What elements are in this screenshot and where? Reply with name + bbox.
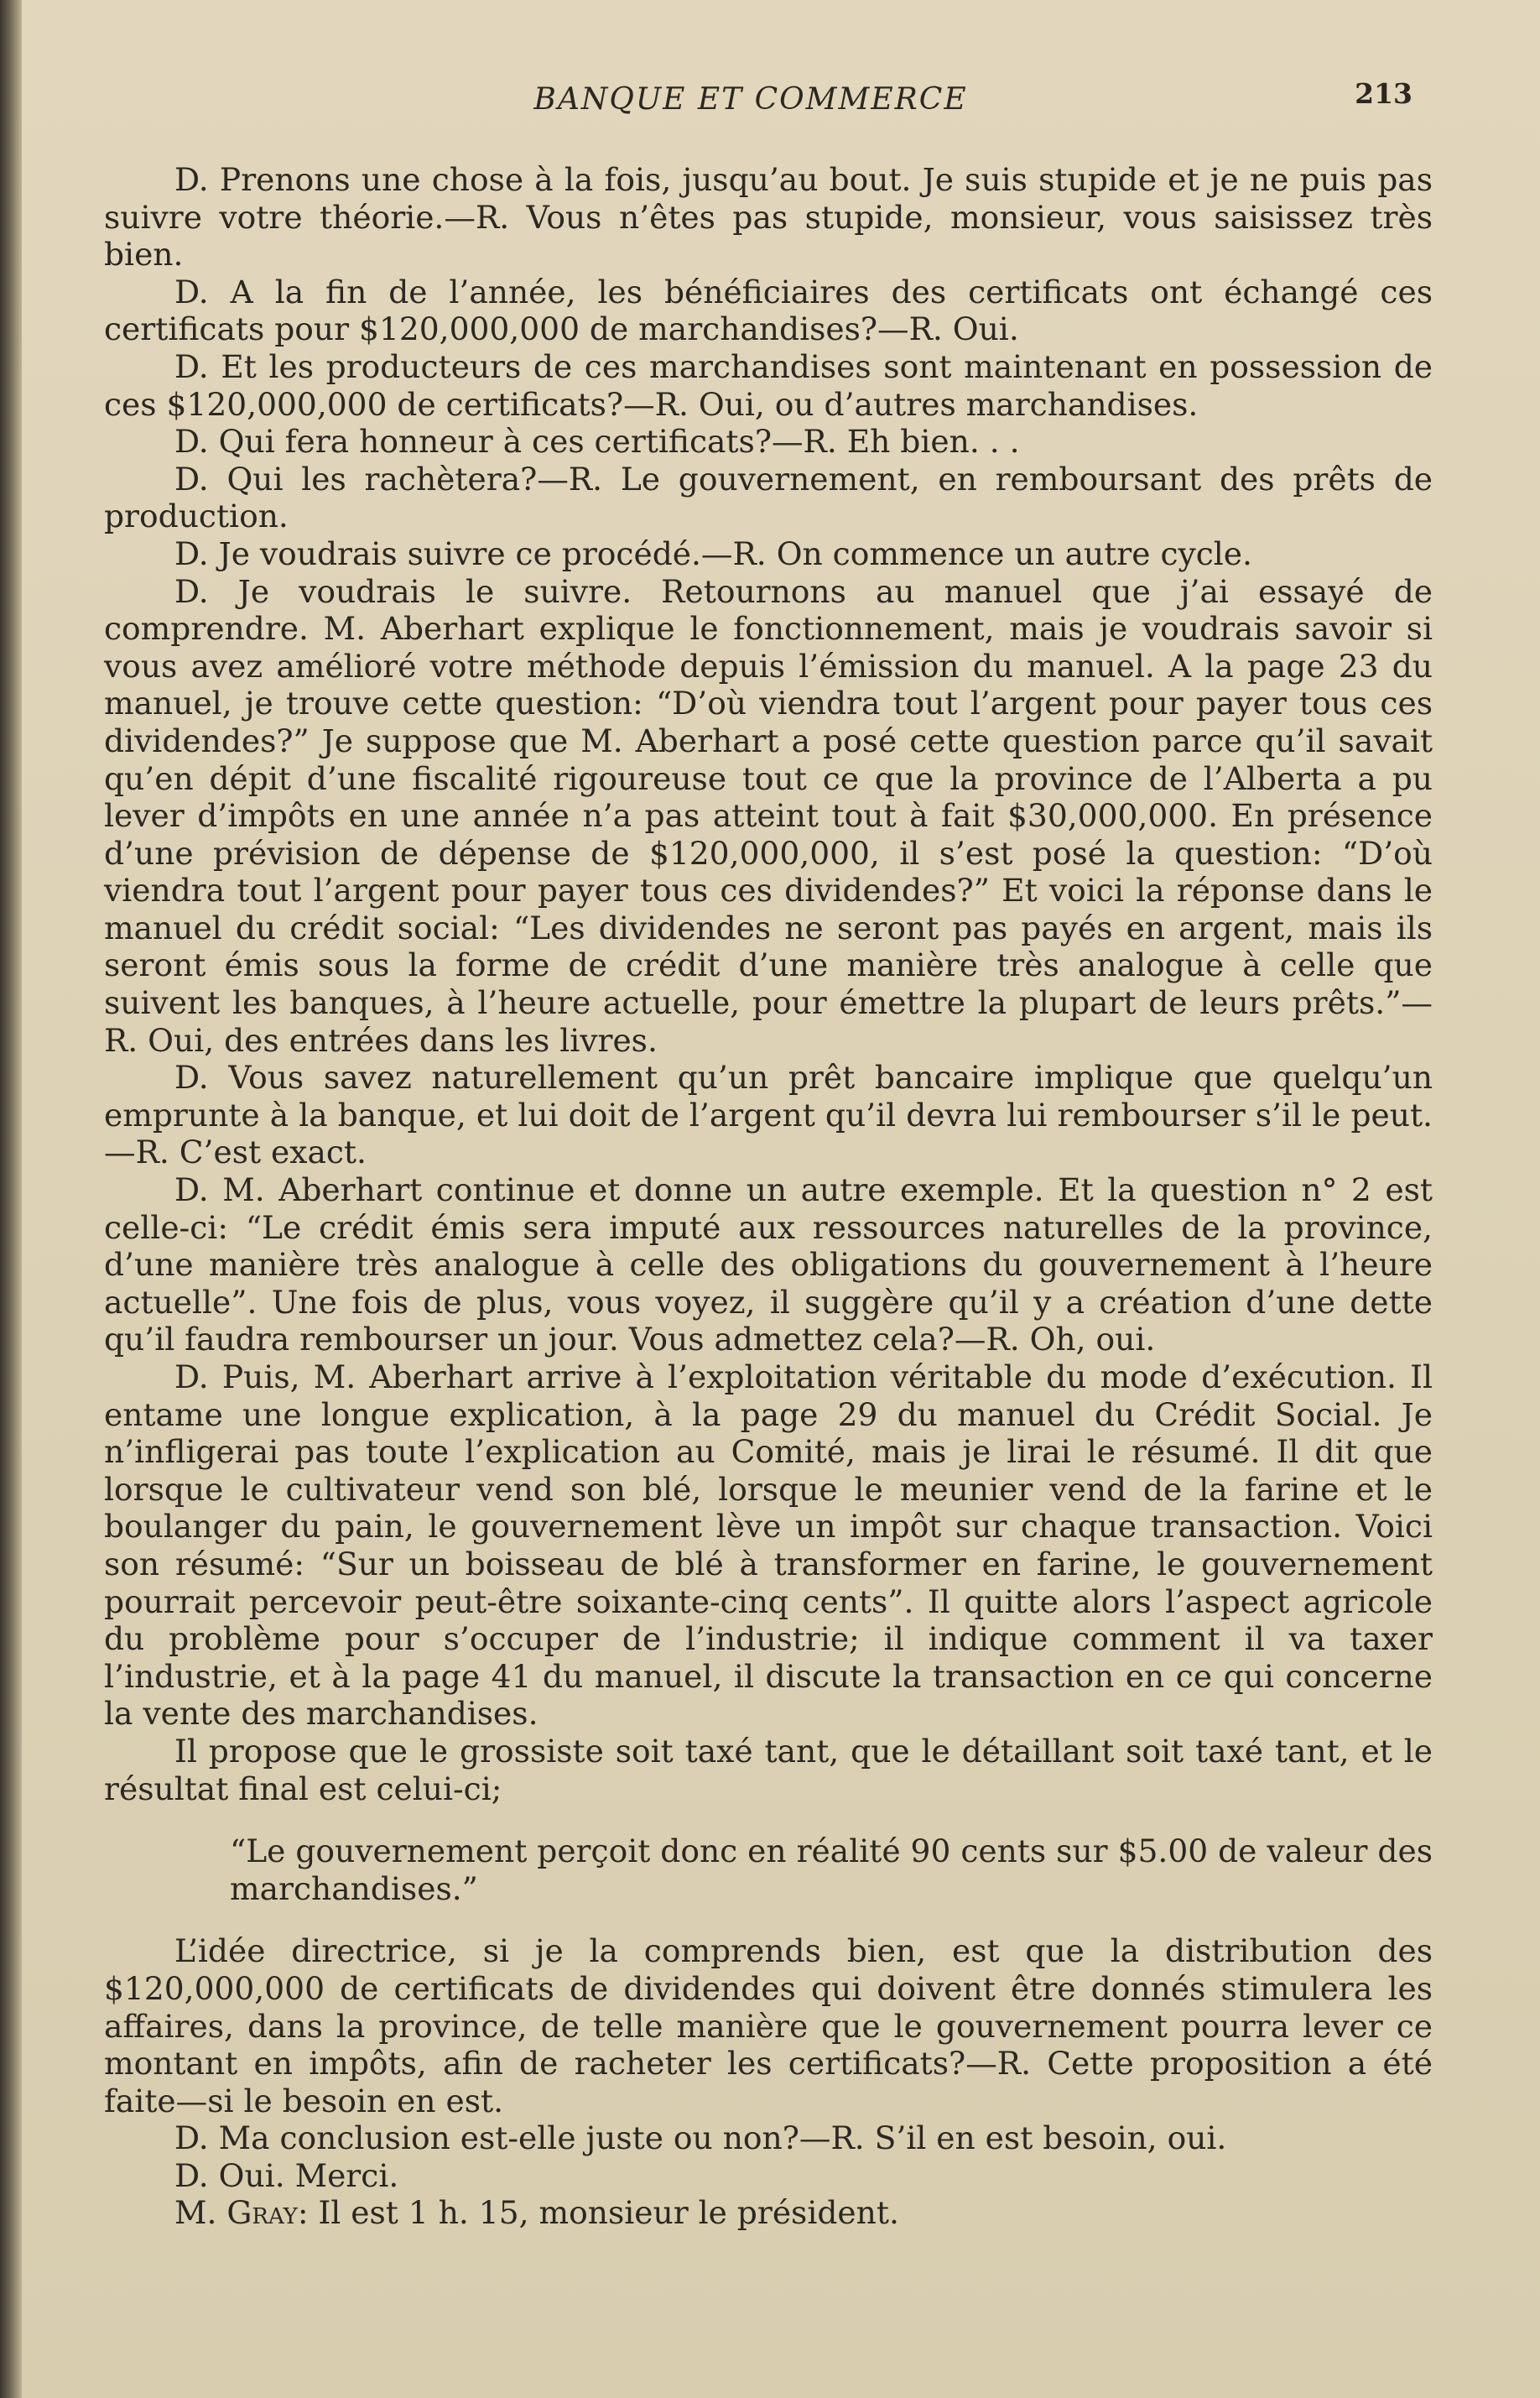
paragraph: D. Je voudrais le suivre. Retournons au manuel que j’ai essayé de comprendre. M. Aberhart explique le fonctionnement, mais je voudrais savoir si vous avez amélioré votre méthode depuis l’émission du manuel. A la page 23 du manuel, je trouve cette question: “D’où viendra tout l’argent pour payer tous ces dividendes?” Je suppose que M. Aberhart a posé cette question parce qu’il savait qu’en dépit d’une fiscalité rigoureuse tout ce que la province de l’Alberta a pu lever d’impôts en une année n’a pas atteint tout à fait $30,000,000. En présence d’une prévision de dépense de $120,000,000, il s’est posé la question: “D’où viendra tout l’argent pour payer tous ces dividendes?” Et voici la réponse dans le manuel du crédit social: “Les dividendes ne seront pas payés en argent, mais ils seront émis sous la forme de crédit d’une manière très analogue à celle que suivent les banques, à l’heure actuelle, pour émettre la plupart de leurs prêts.”—R. Oui, des entrées dans les livres. <box>104 572 1433 1059</box>
paragraph: D. Oui. Merci. <box>174 2156 399 2194</box>
paragraph: D. Qui les rachètera?—R. Le gouvernement, en remboursant des prêts de production. <box>104 460 1433 535</box>
paragraph: L’idée directrice, si je la comprends bien, est que la distribution des $120,000,000 de certificats de dividendes qui doivent être donnés stimulera les affaires, dans la province, de telle manière que le gouvernement pourra lever ce montant en impôts, afin de racheter les certificats?—R. Cette proposition a été faite—si le besoin en est. <box>104 1932 1433 2119</box>
paragraph: D. Vous savez naturellement qu’un prêt bancaire implique que quelqu’un emprunte à la banque, et lui doit de l’argent qu’il devra lui rembourser s’il le peut.—R. C’est exact. <box>104 1059 1433 1171</box>
paragraph: D. Et les producteurs de ces marchandises sont maintenant en possession de ces $120,000,000 de certificats?—R. Oui, ou d’autres marchandises. <box>104 347 1433 423</box>
paragraph: D. Je voudrais suivre ce procédé.—R. On commence un autre cycle. <box>174 534 1252 572</box>
final-line <box>104 2194 1433 2232</box>
page-number: 213 <box>1355 77 1413 110</box>
speaker-name: M. Gray: <box>174 2194 309 2232</box>
final-line-text: Il est 1 h. 15, monsieur le président. <box>308 2194 899 2232</box>
paragraph: D. Prenons une chose à la fois, jusqu’au bout. Je suis stupide et je ne puis pas suivre votre théorie.—R. Vous n’êtes pas stupide, monsieur, vous saisissez très bien. <box>104 161 1433 274</box>
paragraph: D. Ma conclusion est-elle juste ou non?—R. S’il en est besoin, oui. <box>174 2119 1227 2157</box>
block-quote: “Le gouvernement perçoit donc en réalité 90 cents sur $5.00 de valeur des marchandises.” <box>230 1832 1433 1907</box>
paragraph: D. Qui fera honneur à ces certificats?—R. Eh bien. . . <box>174 423 1020 461</box>
running-head: BANQUE ET COMMERCE <box>533 82 968 117</box>
paragraph: Il propose que le grossiste soit taxé tant, que le détaillant soit taxé tant, et le résultat final est celui-ci; <box>104 1732 1433 1807</box>
paragraph: D. A la fin de l’année, les bénéficiaires des certificats ont échangé ces certificats pour $120,000,000 de marchandises?—R. Oui. <box>104 273 1433 348</box>
body-text <box>104 161 1433 2232</box>
paragraph: D. M. Aberhart continue et donne un autre exemple. Et la question n° 2 est celle-ci: “Le crédit émis sera imputé aux ressources naturelles de la province, d’une manière très analogue à celle des obligations du gouvernement à l’heure actuelle”. Une fois de plus, vous voyez, il suggère qu’il y a création d’une dette qu’il faudra rembourser un jour. Vous admettez cela?—R. Oh, oui. <box>104 1171 1433 1358</box>
page-header <box>0 77 1540 133</box>
binding-edge <box>0 0 22 2398</box>
paragraph: D. Puis, M. Aberhart arrive à l’exploitation véritable du mode d’exécution. Il entame une longue explication, à la page 29 du manuel du Crédit Social. Je n’infligerai pas toute l’explication au Comité, mais je lirai le résumé. Il dit que lorsque le cultivateur vend son blé, lorsque le meunier vend de la farine et le boulanger du pain, le gouvernement lève un impôt sur chaque transaction. Voici son résumé: “Sur un boisseau de blé à transformer en farine, le gouvernement pourrait percevoir peut-être soixante-cinq cents”. Il quitte alors l’aspect agricole du problème pour s’occuper de l’industrie; il indique comment il va taxer l’industrie, et à la page 41 du manuel, il discute la transaction en ce qui concerne la vente des marchandises. <box>104 1358 1433 1733</box>
